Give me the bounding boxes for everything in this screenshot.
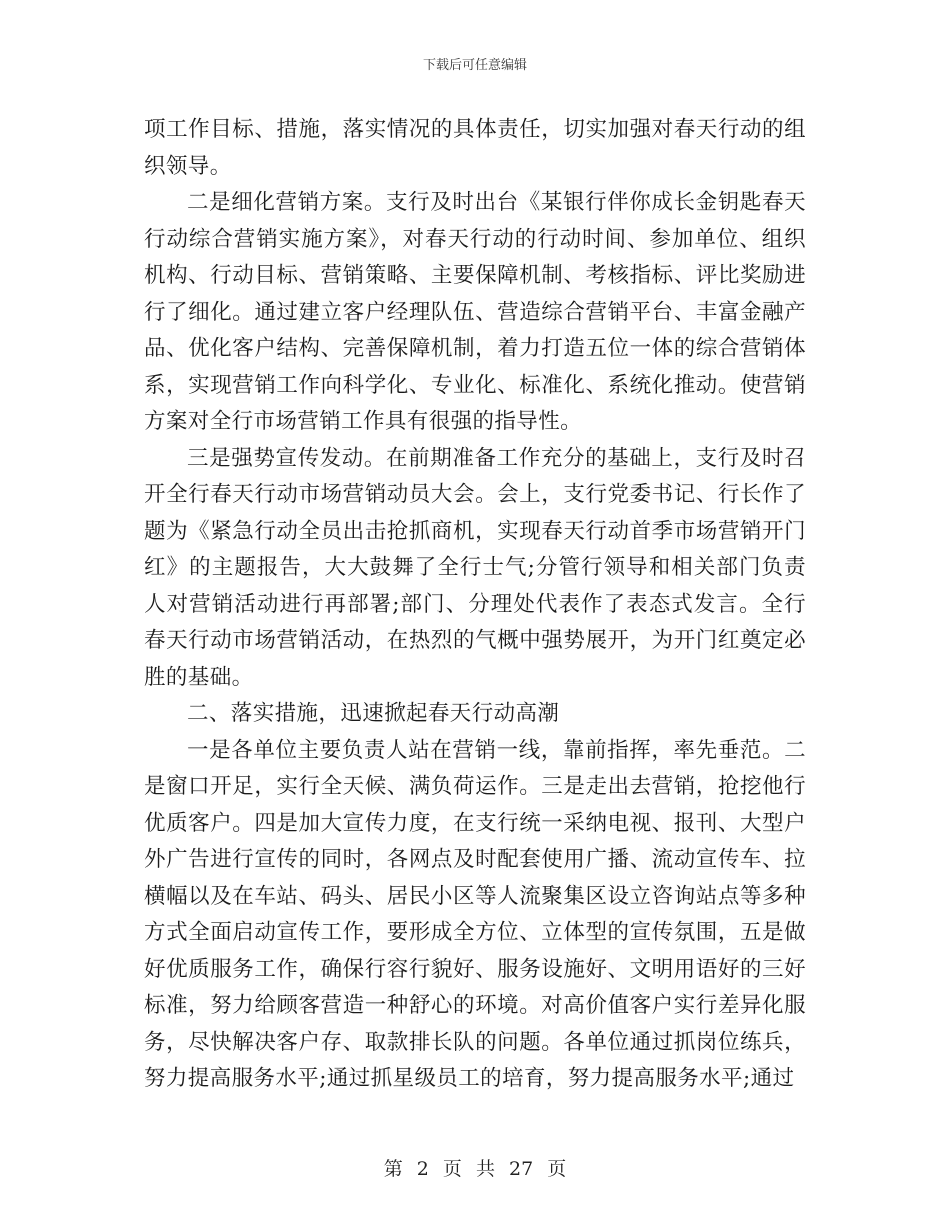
document-body: [144, 112, 806, 1098]
page-number: 第 2 页 共 27 页: [383, 1158, 567, 1180]
page-header: 下载后可任意编辑: [422, 58, 527, 73]
paragraph-1: 项工作目标、措施，落实情况的具体责任，切实加强对春天行动的组织领导。: [144, 117, 806, 179]
paragraph-2: 二是细化营销方案。支行及时出台《某银行伴你成长金钥匙春天行动综合营销实施方案》，对春天行动的行动时间、参加单位、组织机构、行动目标、营销策略、主要保障机制、考核指标、评比奖励进行了细化。通过建立客户经理队伍、营造综合营销平台、丰富金融产品、优化客户结构、完善保障机制，着力打造五位一体的综合营销体系，实现营销工作向科学化、专业化、标准化、系统化推动。使营销方案对全行市场营销工作具有很强的指导性。: [144, 190, 806, 434]
section-heading: 二、落实措施，迅速掀起春天行动高潮: [187, 701, 560, 726]
paragraph-3: 三是强势宣传发动。在前期准备工作充分的基础上，支行及时召开全行春天行动市场营销动员大会。会上，支行党委书记、行长作了题为《紧急行动全员出击抢抓商机，实现春天行动首季市场营销开门红》的主题报告，大大鼓舞了全行士气;分管行领导和相关部门负责人对营销活动进行再部署;部门、分理处代表作了表态式发言。全行春天行动市场营销活动，在热烈的气概中强势展开，为开门红奠定必胜的基础。: [144, 445, 806, 690]
paragraph-4: 一是各单位主要负责人站在营销一线，靠前指挥，率先垂范。二是窗口开足，实行全天候、满负荷运作。三是走出去营销，抢挖他行优质客户。四是加大宣传力度，在支行统一采纳电视、报刊、大型户外广告进行宣传的同时，各网点及时配套使用广播、流动宣传车、拉横幅以及在车站、码头、居民小区等人流聚集区设立咨询站点等多种方式全面启动宣传工作，要形成全方位、立体型的宣传氛围，五是做好优质服务工作，确保行容行貌好、服务设施好、文明用语好的三好标准，努力给顾客营造一种舒心的环境。对高价值客户实行差异化服务，尽快解决客户存、取款排长队的问题。各单位通过抓岗位练兵，努力提高服务水平;通过抓星级员工的培育，努力提高服务水平;通过: [144, 737, 806, 1091]
